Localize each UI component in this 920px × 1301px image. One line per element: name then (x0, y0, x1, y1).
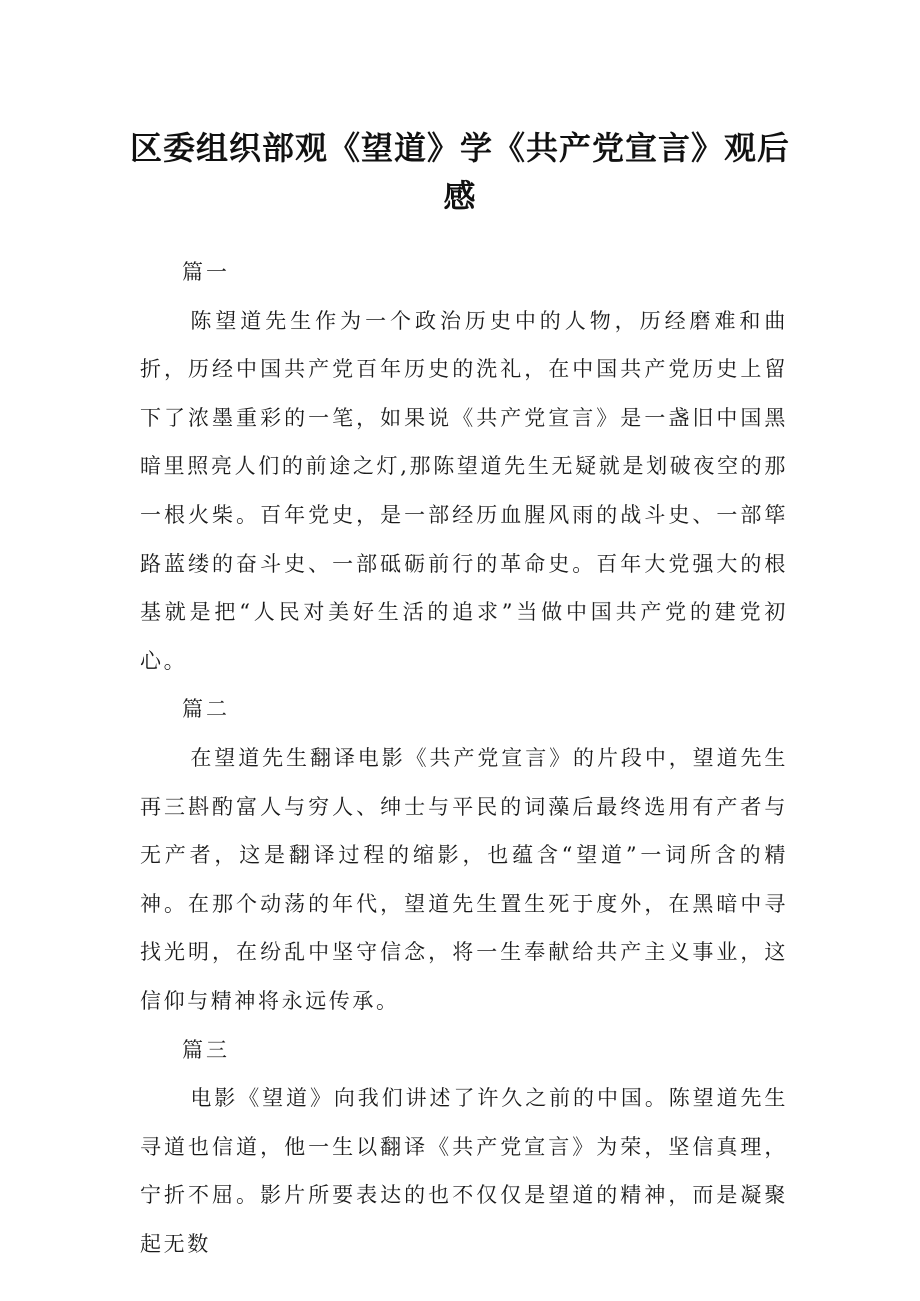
document-title: 区委组织部观《望道》学《共产党宣言》观后感 (130, 129, 791, 215)
section-heading: 篇二 (182, 697, 230, 722)
section-paragraph: 陈望道先生作为一个政治历史中的人物，历经磨难和曲折，历经中国共产党百年历史的洗礼，在中国共产党历史上留下了浓墨重彩的一笔，如果说《共产党宣言》是一盏旧中国黑暗里照亮人们的前途之灯,那陈望道先生无疑就是划破夜空的那一根火柴。百年党史，是一部经历血腥风雨的战斗史、一部筚路蓝缕的奋斗史、一部砥砺前行的革命史。百年大党强大的根基就是把“人民对美好生活的追求”当做中国共产党的建党初心。 (140, 308, 788, 673)
section-3 (140, 1026, 788, 1269)
section-2 (140, 685, 788, 1025)
section-1 (140, 248, 788, 685)
document-body (140, 248, 788, 1268)
section-heading: 篇三 (182, 1037, 230, 1062)
section-paragraph: 在望道先生翻译电影《共产党宣言》的片段中，望道先生再三斟酌富人与穷人、绅士与平民的词藻后最终选用有产者与无产者，这是翻译过程的缩影，也蕴含“望道”一词所含的精神。在那个动荡的年代，望道先生置生死于度外，在黑暗中寻找光明，在纷乱中坚守信念，将一生奉献给共产主义事业，这信仰与精神将永远传承。 (140, 745, 788, 1013)
section-heading: 篇一 (182, 260, 230, 284)
section-paragraph: 电影《望道》向我们讲述了许久之前的中国。陈望道先生寻道也信道，他一生以翻译《共产党宣言》为荣，坚信真理，宁折不屈。影片所要表达的也不仅仅是望道的精神，而是凝聚起无数 (140, 1086, 788, 1256)
